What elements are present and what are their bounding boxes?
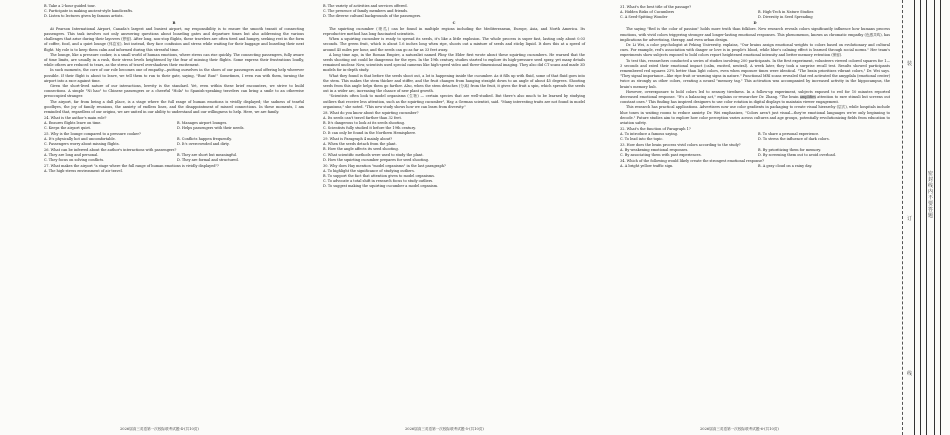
option: C. Scientists fully studied it before the 19th century. xyxy=(323,126,416,131)
binding-line xyxy=(926,0,927,435)
option: D. Diversity in Seed Spreading xyxy=(758,14,813,19)
question-27: 27. What makes the airport "a stage where the full range of human emotions is vividly displayed"? xyxy=(44,164,219,169)
option: D. They are formal and structured. xyxy=(177,158,239,163)
passage-paragraph: This research has practical applications. Advertisers now use color gradients in packaging to create visual hierarchy (层次), while hospitals include blue tones in waiting rooms to reduce anxiety. Dr. Wei emphasizes, "Colors aren't just visual—they're emotional languages we're only beginning to decode." Future studies aim to explore how color perception varies across cultures and age groups, potentially revolutionizing fields from education to aviation safety. xyxy=(620,105,890,125)
option: A. They are long and personal. xyxy=(44,153,99,158)
option-line: B. The variety of activities and services offered. xyxy=(323,4,408,8)
options-24 xyxy=(44,121,304,131)
option: C. To advocate a total shift in research focus to study outliers. xyxy=(323,179,434,184)
option: D. To suggest making the squirting cucumber a model organism. xyxy=(323,184,439,189)
option: C. By associating them with past experiences. xyxy=(620,153,702,158)
binding-label: 密 xyxy=(928,171,934,177)
option: D. How the squirting cucumber prepares for seed shooting. xyxy=(323,157,429,162)
option: B. By prioritizing them for memory. xyxy=(758,147,821,152)
option: B. Conflicts happen frequently. xyxy=(177,137,232,142)
option: C. Keeps the airport quiet. xyxy=(44,126,92,131)
page-footer: 2026届高三英语第一次校际联考试题-4-(共10页) xyxy=(120,427,199,431)
option: B. High-Tech in Nature Studies xyxy=(758,9,814,14)
column-1 xyxy=(44,4,304,175)
option: C. Passengers worry about missing flights. xyxy=(44,142,120,147)
binding-label: 封 xyxy=(928,177,934,183)
option: B. They are short but meaningful. xyxy=(177,153,237,158)
option-line: D. The diverse cultural backgrounds of the passengers. xyxy=(323,14,422,19)
section-heading-b: B xyxy=(172,20,176,25)
binding-line xyxy=(920,0,921,435)
question-29: 29. What is Paragraph 4 mainly about? xyxy=(323,137,393,142)
options-34 xyxy=(620,164,890,169)
page-footer: 2026届高三英语第一次校际联考试题-6-(共10页) xyxy=(700,427,779,431)
question-24: 24. What is the author's main role? xyxy=(44,115,107,120)
passage-paragraph xyxy=(620,90,890,106)
passage-paragraph: What they found is that before the seeds shoot out, a lot is happening inside the cucumber. As it fills up with fluid, some of that fluid goes into the stem. This makes the stem thicker and stiffer, and the fruit changes from hanging straight down to an angle of about 45 degrees. Shooting seeds from this angle helps them go farther. Also, when the stem detaches (分离) from the fruit, it gives the fruit a spin, which spreads the seeds out in a wider arc, increasing the chance of new plant growth. xyxy=(323,73,585,94)
passage-paragraph: The lounge, like a pressure cooker, is a small world of human emotions, where stress can rise quickly. The connecting passengers, fully aware of time limits, are usually in a rush, their stress levels heightened by the fear of missing their flights. Some express their frustrations loudly, while others are reduced to tears, as the stress of travel overshadows their excitement. xyxy=(44,52,304,68)
question-28: 28. What do you know about the squirting cucumber? xyxy=(323,110,419,115)
binding-label: 答 xyxy=(928,207,934,213)
option: B. It's dangerous to look at its seeds shooting. xyxy=(323,120,406,125)
binding-label: 内 xyxy=(928,189,934,195)
option: D. It's overcrowded and dirty. xyxy=(177,142,230,147)
options-33 xyxy=(620,148,890,158)
option: A. The high-stress environment of air travel. xyxy=(44,169,123,174)
question-32: 32. What's the function of Paragraph 1? xyxy=(620,126,691,131)
option: C. What scientific methods were used to study the plant. xyxy=(323,152,424,157)
binding-label: 要 xyxy=(928,201,934,207)
question-25: 25. Why is the lounge compared to a pressure cooker? xyxy=(44,131,141,136)
passage-paragraph: To test this, researchers conducted a series of studies involving 200 participants. In the first experiment, volunteers viewed colored squares for 1—3 seconds and rated their emotional impact (calm, excited, neutral). A week later, they took a surprise recall test. Results showed participants remembered red squares 23% better than light colors, even when exposure times were identical. "The brain prioritizes vibrant colors," Dr. Wei says. "They signal importance—like ripe fruit or warning signs in nature." Functional MRI scans revealed that red activated the amygdala (emotional center) twice as strongly as other colors, creating a neural "memory tag." This activation was accompanied by increased activity in the hippocampus, the brain's memory hub. xyxy=(620,58,890,89)
section-heading-d: D xyxy=(753,21,757,26)
option: C. A Seed-Spitting Wonder xyxy=(620,14,668,19)
option: D. It can only be found in the Northern Hemisphere. xyxy=(323,131,417,136)
option: D. Helps passengers with their needs. xyxy=(177,126,245,131)
question-26: 26. What can be inferred about the author's interactions with passengers? xyxy=(44,147,177,152)
option: A. By weakening emotional responses. xyxy=(620,147,689,152)
question-31: 31. What's the best title of the passage? xyxy=(620,4,692,9)
options-26 xyxy=(44,153,304,163)
option: A. A bright yellow traffic sign. xyxy=(620,164,674,169)
binding-line xyxy=(914,0,915,435)
option: A. Its seeds can't travel farther than 32 feet. xyxy=(323,115,402,120)
passage-paragraph: "Scientists often look to model organisms (生物) — certain species that are well-studied. But there's also much to be learned by studying outliers that receive less attention, such as the squirting cucumber", Hay, a German scientist, said. "Many interesting traits are not found in model organisms," she noted. "This new study shows how we can learn from diversity." xyxy=(323,94,585,109)
option: B. To share a personal experience. xyxy=(758,131,820,136)
passage-paragraph: When a squirting cucumber is ready to spread its seeds, it's like a little explosion. The whole process is super fast, lasting only about 0.03 seconds. The green fruit, which is about 1.6 inches long when ripe, shoots out a mixture of seeds and sticky liquid. It does this at a speed of around 45 miles per hour, and the seeds can go as far as 33 feet away. xyxy=(323,37,585,52)
column-2 xyxy=(323,4,585,190)
binding-label: 订 xyxy=(907,216,913,222)
passage-paragraph: The squirting cucumber (喷瓜) can be found in multiple regions including the Mediterranean, Europe, Asia, and North America. Its reproductive method has long fascinated scientists. xyxy=(323,26,585,37)
option: A. When the seeds detach from the plant. xyxy=(323,142,397,147)
option: D. To stress the influence of dark colors. xyxy=(758,137,830,142)
question-30: 30. Why does Hay mention "model organisms" in the last paragraph? xyxy=(323,163,446,168)
column-3 xyxy=(620,4,890,169)
option: A. Hidden Risks of Cucumbers xyxy=(620,9,675,14)
passage-paragraph: At Pearson International Airport, Canada's largest and busiest airport, my responsibility is to ensure the smooth transit of connecting passengers. This task involves not only answering questions about boarding gates and departure times but also addressing the various challenges that arise during their layovers (停留). After long, non-stop flights, these travelers are often tired and hungry, seeking rest in the form of coffee, food, and a quiet lounge (休息室), but instead, they face confusion and stress while waiting for their baggage and boarding their next flight. My role is to keep them calm and informed during this stressful time. xyxy=(44,26,304,52)
passage-paragraph: Given the short-lived nature of our interactions, brevity is the standard. Yet, even within these brief encounters, we strive to build connections. A simple "Ni hao" to Chinese passengers or a cheerful "Hola" to Spanish-speaking travelers can bring a smile to an otherwise preoccupied stranger. xyxy=(44,84,304,99)
options-32 xyxy=(620,132,890,142)
option-line: B. Take a 2-hour guided tour. xyxy=(44,4,96,8)
option-line: D. Listen to lectures given by famous artists. xyxy=(44,14,124,19)
paragraph-text: attention to rare stimuli but screens out constant ones." This finding has inspired designers to use color rotation in digital displays to maintain viewer engagement. xyxy=(620,94,890,105)
dashed-cut-line xyxy=(902,0,903,435)
option: A. It's physically hot and uncomfortable. xyxy=(44,137,116,142)
passage-paragraph: The saying "Red is the color of passion" holds more truth than folklore. New research reveals colors significantly influence how humans process emotions, with vivid colors triggering stronger and longer-lasting emotional responses. This phenomenon, known as chromatic empathy (色感共鸣), has implications for advertising, therapy, and even urban design. xyxy=(620,27,890,42)
option: D. By screening them out to avoid overload. xyxy=(758,153,836,158)
page-footer: 2026届高三英语第一次校际联考试题-5-(共10页) xyxy=(405,427,484,431)
binding-label: 题 xyxy=(928,213,934,219)
option: A. To highlight the significance of studying outliers. xyxy=(323,168,415,173)
options-31 xyxy=(620,10,890,20)
question-33: 33. How does the brain process vivid colors according to the study? xyxy=(620,142,741,147)
option: C. To lead into the topic. xyxy=(620,137,664,142)
section-heading-c: C xyxy=(452,20,456,25)
paragraph-text: However, overexposure to bold colors led to sensory tiredness. In a follow-up experiment, subjects exposed to red for 10 minutes reported decreased emotional response. "It's a balancing act," explains co-researcher Dr. Zhang. "The brain xyxy=(620,89,890,99)
option: B. How the angle affects its seed shooting. xyxy=(323,147,399,152)
passage-paragraph: A long time ago, in the Roman Empire, a naturalist named Pliny the Elder first wrote about these squirting cucumbers. He warned that the seeds shooting out could be dangerous for the eyes. In the 19th century, studies started to explore its high-pressure seed spray, yet many details remained unclear. Now, scientists used special cameras like high-speed video and three-dimensional imaging. They also did CT scans and made 3D models for in-depth study. xyxy=(323,52,585,73)
option: A. To introduce a famous saying. xyxy=(620,131,678,136)
passage-paragraph: The airport, far from being a dull place, is a stage where the full range of human emotions is vividly displayed; the sadness of tearful goodbyes, the joy of family reunions, the anxiety of endless lines, and the disappointment of missed connections. In these moments, I am reminded that, regardless of our origins, we are united in our ability to understand and our willingness to help. Here, we are family. xyxy=(44,99,304,115)
option: B. Manages airport lounges. xyxy=(177,120,228,125)
option-line: C. The presence of family members and friends. xyxy=(323,9,409,14)
binding-label: 线 xyxy=(928,183,934,189)
binding-margin xyxy=(898,0,950,435)
highlighted-word: amplifies xyxy=(799,94,816,99)
option: B. To support the fact that attention given to model organisms. xyxy=(323,174,435,178)
options-25 xyxy=(44,137,304,147)
binding-line xyxy=(934,0,935,435)
binding-label: 装 xyxy=(907,61,913,67)
option: C. They focus on solving conflicts. xyxy=(44,158,105,163)
passage-paragraph: In such moments, the core of our role becomes one of empathy—putting ourselves in the shoes of our passengers and offering help wherever possible. If their flight is about to leave, we tell them to run to their gate, saying, "Run! Run!" Sometimes, I even run with them, turning the airport into a race against time. xyxy=(44,68,304,83)
binding-label: 不 xyxy=(928,195,934,201)
question-34: 34. Which of the following would likely create the strongest emotional response? xyxy=(620,158,764,163)
binding-label: 线 xyxy=(907,371,913,377)
binding-line xyxy=(940,0,941,435)
option-line: C. Participate in making ancient-style handicrafts. xyxy=(44,9,134,14)
option: A. Ensures flights leave on time. xyxy=(44,120,102,125)
passage-paragraph: Dr. Li Wei, a color psychologist at Peking University, explains, "Our brains assign emotional weights to colors based on evolutionary and cultural cues. For example, red's association with danger or love is in people's blood, while blue's calming effect is learned through social norms." Her team's experiments show subjects exposed to bold colors report heightened emotional intensity and better memory retention (保留). xyxy=(620,42,890,58)
option: B. A gray cloud on a rainy day. xyxy=(758,164,813,169)
